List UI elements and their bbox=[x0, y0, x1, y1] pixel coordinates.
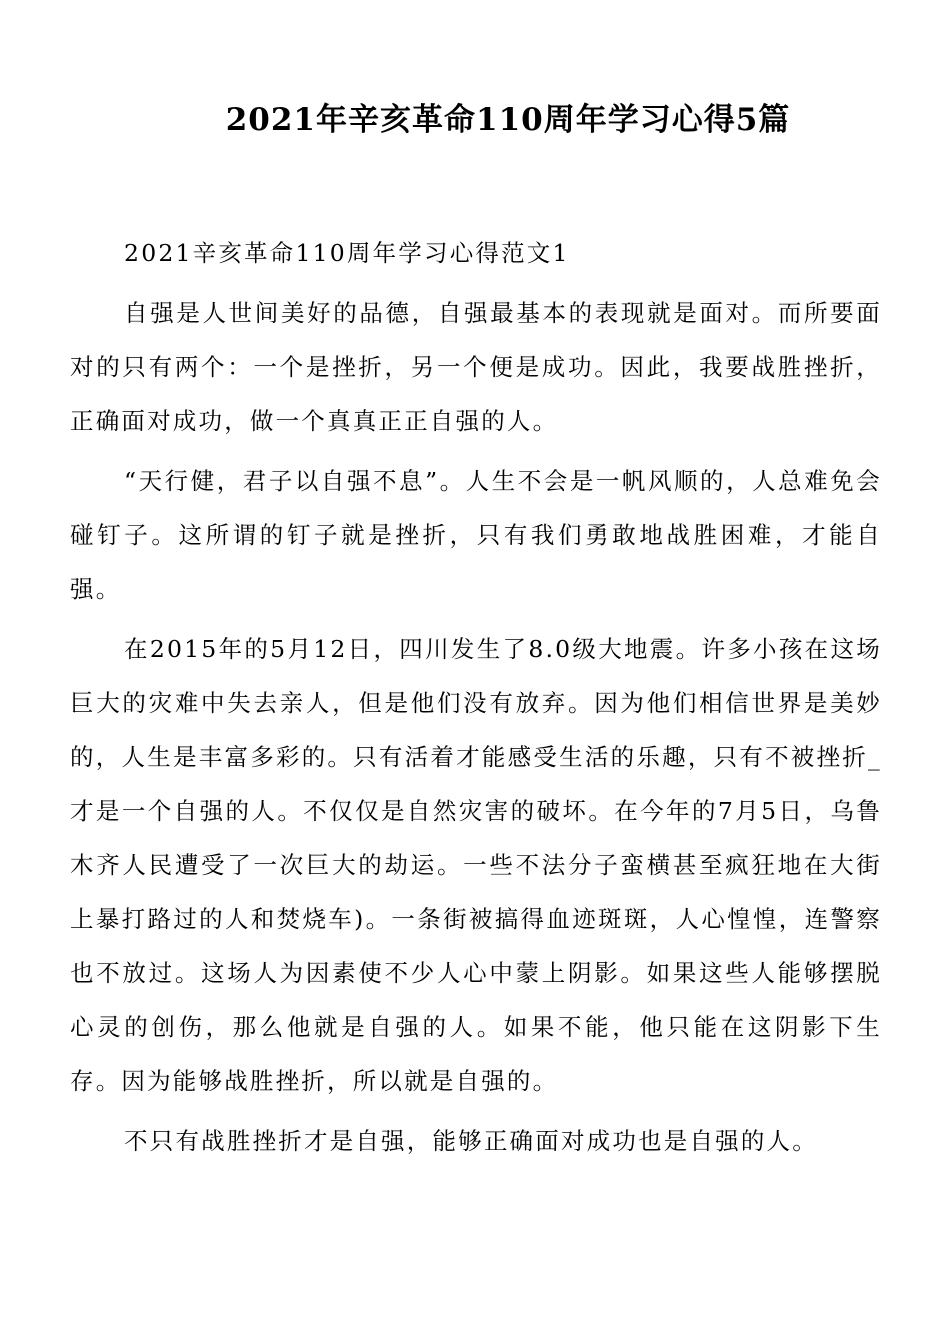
body-paragraph: 在2015年的5月12日，四川发生了8.0级大地震。许多小孩在这场巨大的灾难中失去亲人，但是他们没有放弃。因为他们相信世界是美妙的，人生是丰富多彩的。只有活着才能感受生活的乐趣，只有不被挫折_才是一个自强的人。不仅仅是自然灾害的破坏。在今年的7月5日，乌鲁木齐人民遭受了一次巨大的劫运。一些不法分子蛮横甚至疯狂地在大街上暴打路过的人和焚烧车)。一条街被搞得血迹斑斑，人心惶惶，连警察也不放过。这场人为因素使不少人心中蒙上阴影。如果这些人能够摆脱心灵的创伤，那么他就是自强的人。如果不能，他只能在这阴影下生存。因为能够战胜挫折，所以就是自强的。 bbox=[70, 635, 882, 1095]
section-heading: 2021辛亥革命110周年学习心得范文1 bbox=[124, 239, 570, 267]
document-title: 2021年辛亥革命110周年学习心得5篇 bbox=[225, 102, 791, 138]
document-body bbox=[70, 226, 882, 1174]
body-paragraph: 不只有战胜挫折才是自强，能够正确面对成功也是自强的人。 bbox=[124, 1127, 818, 1155]
body-paragraph: “天行健，君子以自强不息”。人生不会是一帆风顺的，人总难免会碰钉子。这所谓的钉子就是挫折，只有我们勇敢地战胜困难，才能自强。 bbox=[70, 467, 882, 603]
body-paragraph: 自强是人世间美好的品德，自强最基本的表现就是面对。而所要面对的只有两个：一个是挫折，另一个便是成功。因此，我要战胜挫折，正确面对成功，做一个真真正正自强的人。 bbox=[70, 299, 882, 435]
